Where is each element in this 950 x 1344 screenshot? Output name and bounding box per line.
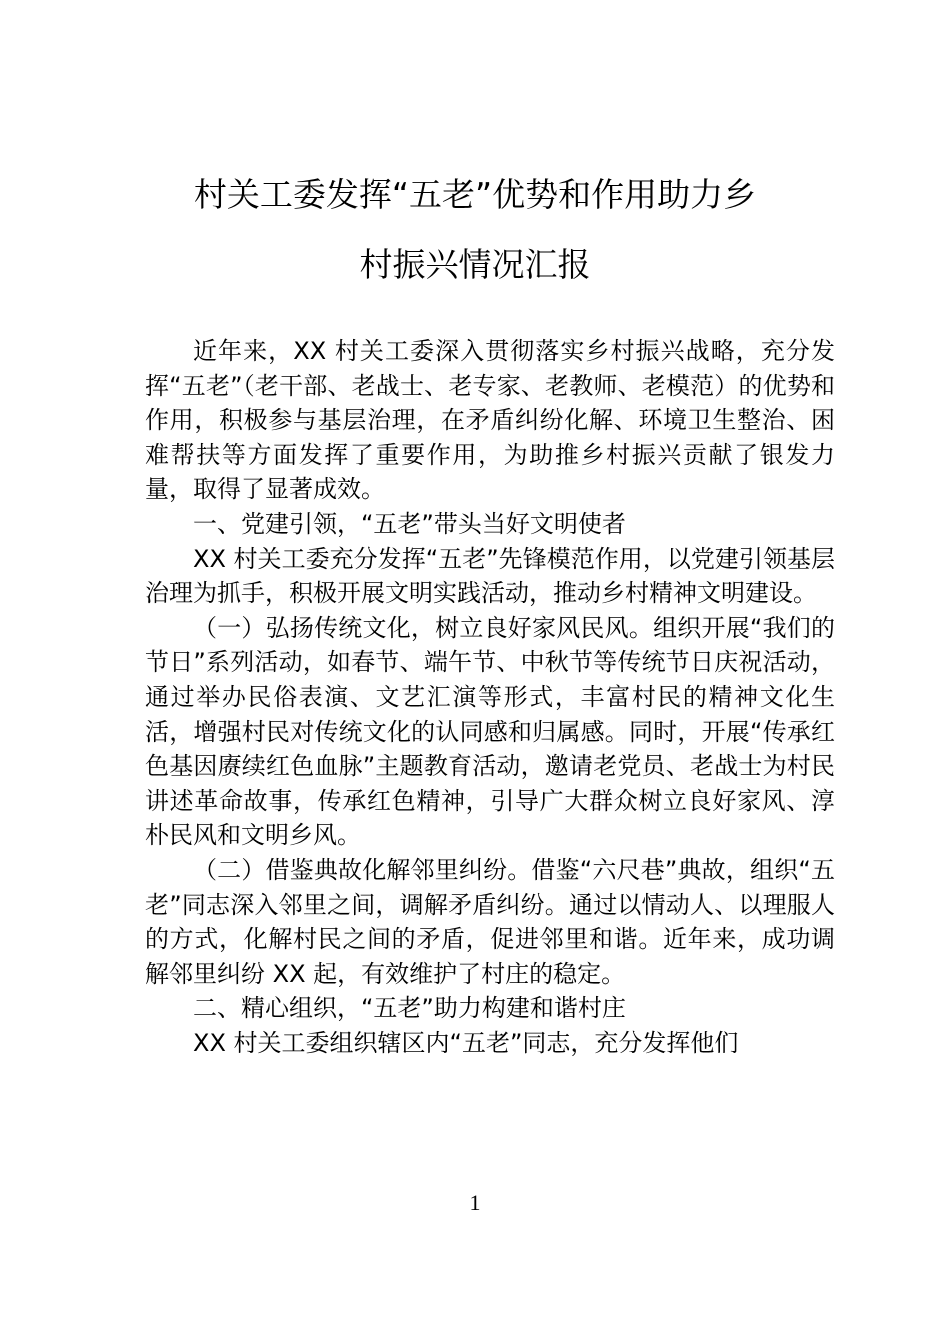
section-heading-1: 一、党建引领，“五老”带头当好文明使者 — [193, 509, 626, 538]
subsection-1-paragraph: （一）弘扬传统文化，树立良好家风民风。组织开展“我们的节日”系列活动，如春节、端午节、中秋节等传统节日庆祝活动，通过举办民俗表演、文艺汇演等形式，丰富村民的精神文化生活，增强村民对传统文化的认同感和归属感。同时，开展“传承红色基因赓续红色血脉”主题教育活动，邀请老党员、老战士为村民讲述革命故事，传承红色精神，引导广大群众树立良好家风、淳朴民风和文明乡风。 — [145, 613, 835, 850]
section-heading-2: 二、精心组织，“五老”助力构建和谐村庄 — [193, 994, 626, 1023]
document-title-line-2: 村振兴情况汇报 — [359, 245, 591, 284]
document-body — [145, 334, 835, 1060]
section-1-paragraph: XX 村关工委充分发挥“五老”先锋模范作用，以党建引领基层治理为抓手，积极开展文明实践活动，推动乡村精神文明建设。 — [145, 544, 835, 608]
page-number: 1 — [469, 1190, 481, 1215]
intro-paragraph: 近年来，XX 村关工委深入贯彻落实乡村振兴战略，充分发挥“五老”（老干部、老战士、老专家、老教师、老模范）的优势和作用，积极参与基层治理，在矛盾纠纷化解、环境卫生整治、困难帮扶等方面发挥了重要作用，为助推乡村振兴贡献了银发力量，取得了显著成效。 — [145, 337, 835, 504]
subsection-2-paragraph: （二）借鉴典故化解邻里纠纷。借鉴“六尺巷”典故，组织“五老”同志深入邻里之间，调解矛盾纠纷。通过以情动人、以理服人的方式，化解村民之间的矛盾，促进邻里和谐。近年来，成功调解邻里纠纷 XX 起，有效维护了村庄的稳定。 — [145, 855, 835, 988]
section-2-paragraph: XX 村关工委组织辖区内“五老”同志，充分发挥他们 — [193, 1028, 739, 1057]
document-title-line-1: 村关工委发挥“五老”优势和作用助力乡 — [193, 175, 757, 214]
